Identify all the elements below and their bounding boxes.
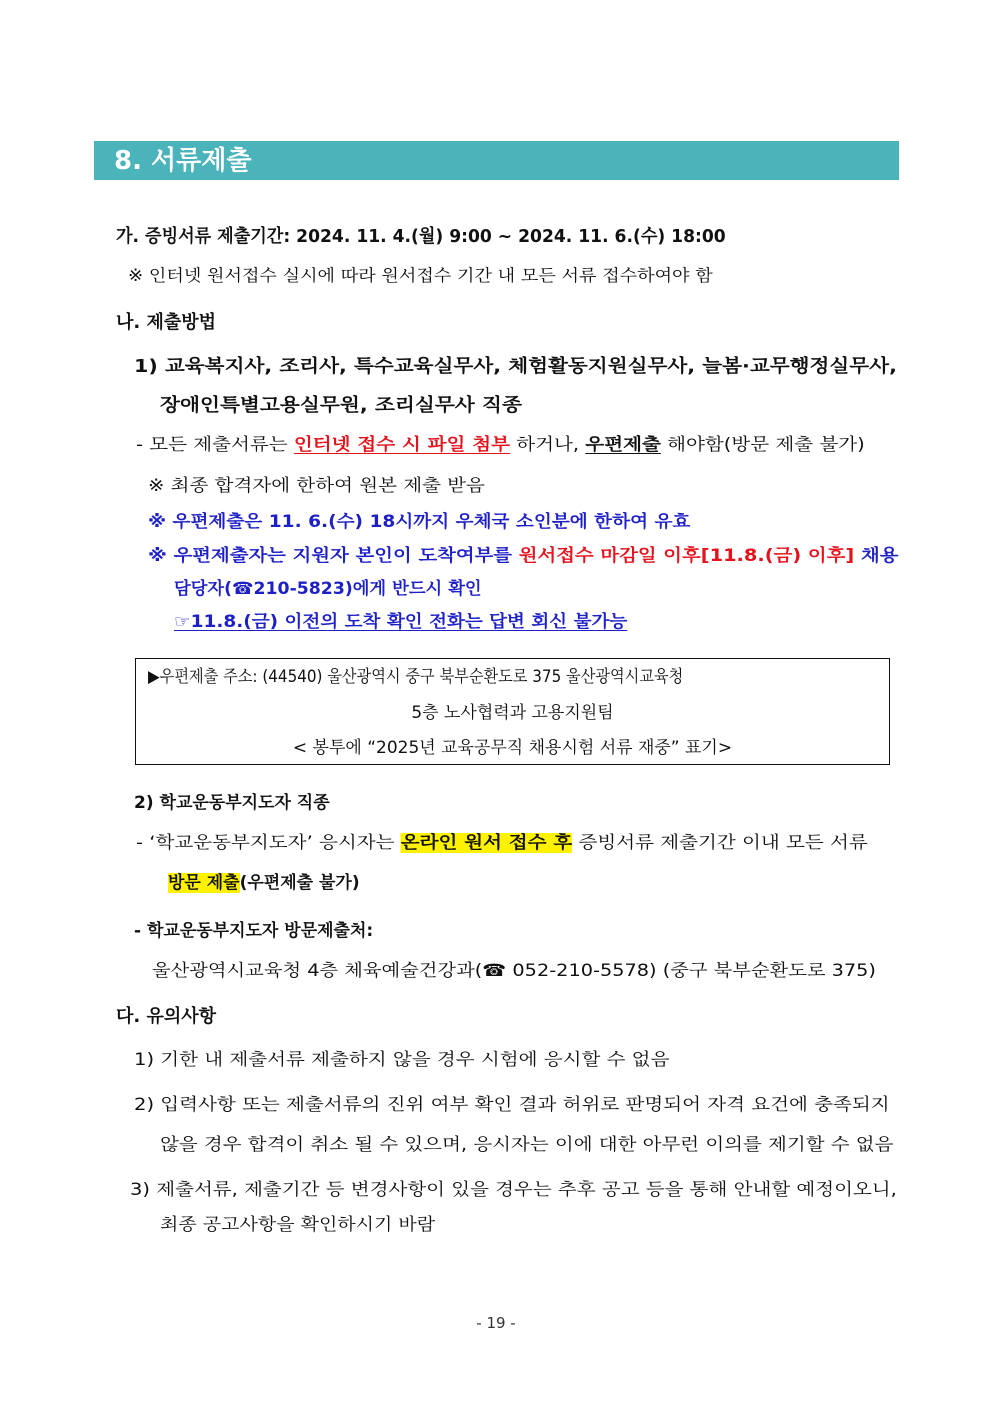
final-original-note: ※ 최종 합격자에 한하여 원본 제출 받음 <box>148 476 485 496</box>
method-heading: 나. 제출방법 <box>116 312 217 333</box>
note-item1: 1) 기한 내 제출서류 제출하지 않을 경우 시험에 응시할 수 없음 <box>134 1050 670 1070</box>
notes-heading: 다. 유의사항 <box>116 1006 217 1027</box>
mailing-address-line2: 5층 노사협력과 고용지원팀 <box>411 703 614 723</box>
section-title: 8. 서류제출 <box>114 146 252 176</box>
submission-period-note: ※ 인터넷 원서접수 실시에 따라 원서접수 기간 내 모든 서류 접수하여야 함 <box>128 266 713 285</box>
item2-title: 2) 학교운동부지도자 직종 <box>134 793 330 813</box>
item1-title-line2: 장애인특별고용실무원, 조리실무사 직종 <box>160 395 522 416</box>
phone-notice: ☞11.8.(금) 이전의 도착 확인 전화는 답변 회신 불가능 <box>174 612 628 632</box>
note-item2-line1: 2) 입력사항 또는 제출서류의 진위 여부 확인 결과 허위로 판명되어 자격 요건에 충족되지 <box>134 1095 890 1115</box>
page-number: - 19 - <box>476 1314 516 1332</box>
item2-description: - ‘학교운동부지도자’ 응시자는 온라인 원서 접수 후 증빙서류 제출기간 이내 모든 서류 <box>136 833 868 853</box>
item1-title-line1: 1) 교육복지사, 조리사, 특수교육실무사, 체험활동지원실무사, 늘봄·교무행정실무사, <box>134 356 897 377</box>
note-item3-line1: 3) 제출서류, 제출기간 등 변경사항이 있을 경우는 추후 공고 등을 통해 안내할 예정이오니, <box>130 1180 897 1200</box>
internet-attachment-emphasis: 인터넷 접수 시 파일 첨부 <box>293 435 511 455</box>
arrival-check-note-line2: 담당자(☎210-5823)에게 반드시 확인 <box>174 579 482 599</box>
mailing-address-box <box>135 658 890 765</box>
item2-description-line2: 방문 제출(우편제출 불가) <box>168 873 360 893</box>
submission-period-heading: 가. 증빙서류 제출기간: 2024. 11. 4.(월) 9:00 ~ 2024. 11. 6.(수) 18:00 <box>116 226 726 247</box>
item1-description: - 모든 제출서류는 인터넷 접수 시 파일 첨부 하거나, 우편제출 해야함(방문 제출 불가) <box>136 435 865 455</box>
note-item2-line2: 않을 경우 합격이 취소 될 수 있으며, 응시자는 이에 대한 아무런 이의를 제기할 수 없음 <box>160 1135 894 1155</box>
postmark-note: ※ 우편제출은 11. 6.(수) 18시까지 우체국 소인분에 한하여 유효 <box>148 512 691 532</box>
visit-place-title: - 학교운동부지도자 방문제출처: <box>134 921 374 941</box>
visit-place-address: 울산광역시교육청 4층 체육예술건강과(☎ 052-210-5578) (중구 북부순환도로 375) <box>152 961 876 981</box>
visit-submission-emphasis: 방문 제출 <box>168 873 240 893</box>
envelope-label-note: < 봉투에 “2025년 교육공무직 채용시험 서류 재중” 표기> <box>292 738 733 758</box>
arrival-check-note-line1: ※ 우편제출자는 지원자 본인이 도착여부를 원서접수 마감일 이후[11.8.(금) 이후] 채용 <box>148 546 899 566</box>
deadline-emphasis: 원서접수 마감일 이후[11.8.(금) 이후] <box>518 546 855 566</box>
mailing-address-line1: ▶우편제출 주소: (44540) 울산광역시 중구 북부순환도로 375 울산광역시교육청 <box>148 667 684 687</box>
online-application-emphasis: 온라인 원서 접수 후 <box>400 833 573 853</box>
mail-submission-emphasis: 우편제출 <box>585 435 661 455</box>
note-item3-line2: 최종 공고사항을 확인하시기 바람 <box>160 1215 436 1235</box>
